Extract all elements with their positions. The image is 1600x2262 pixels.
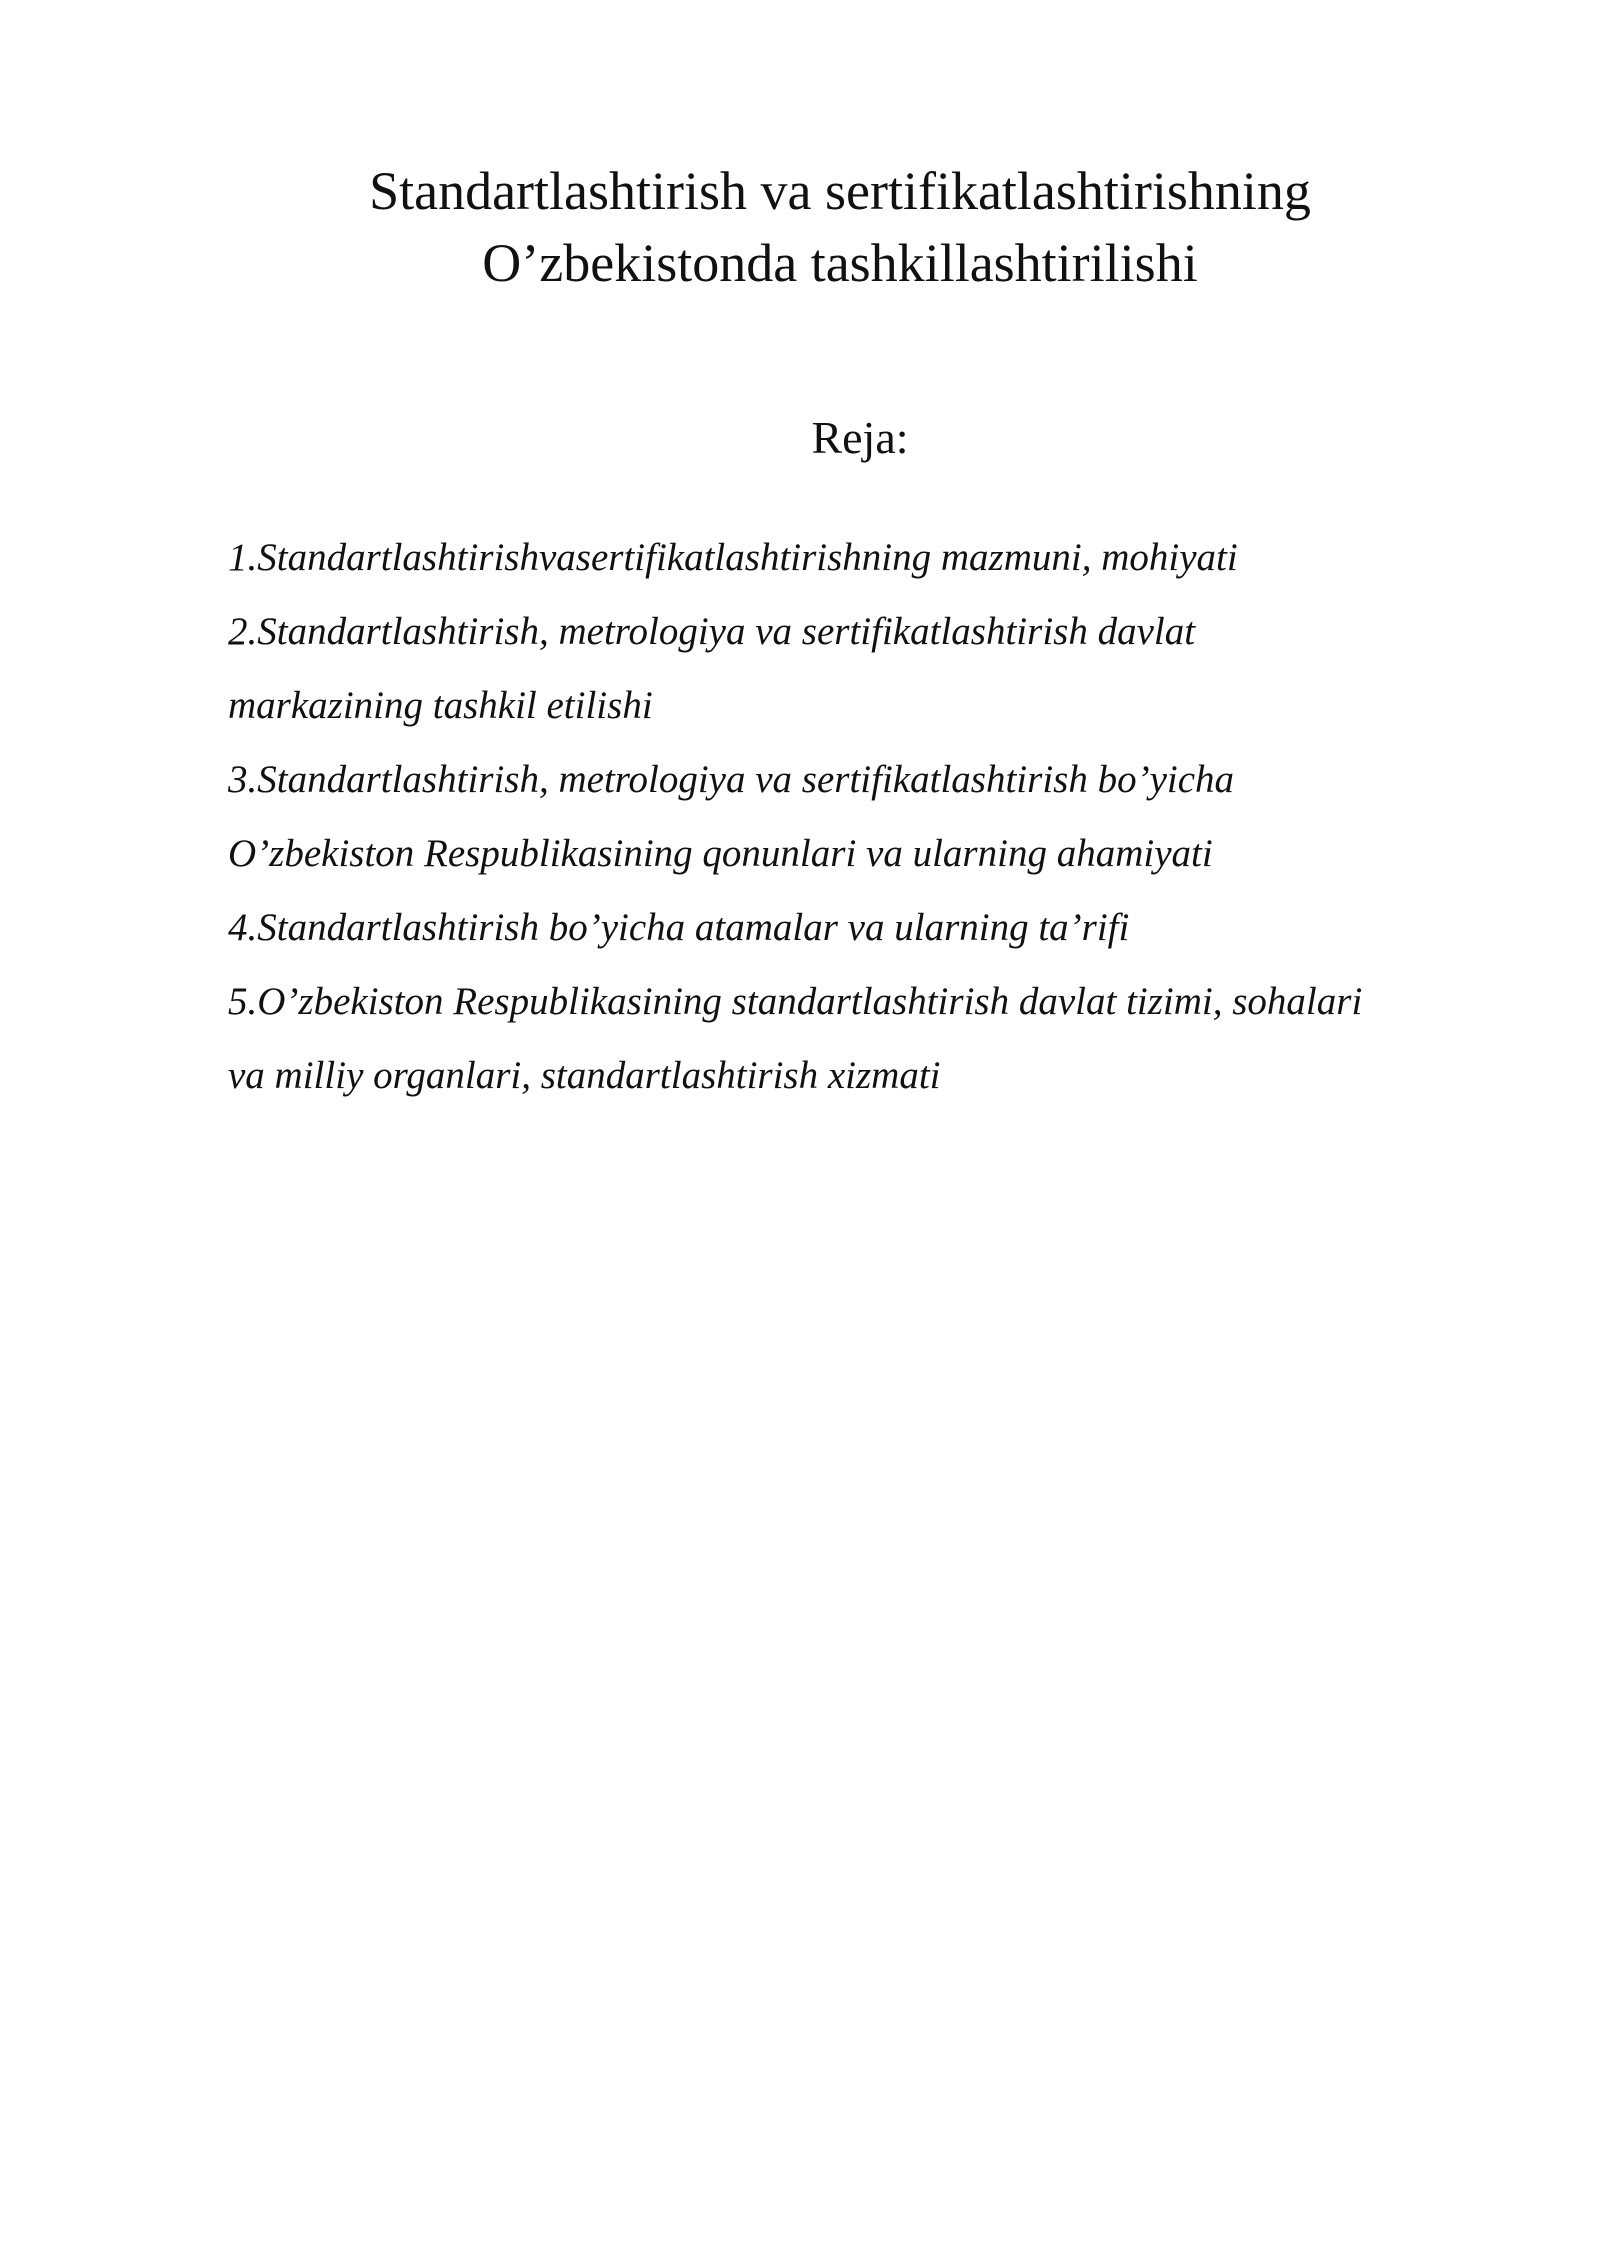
plan-item-3	[228, 743, 1528, 891]
plan-item-2-line-1: 2.Standartlashtirish, metrologiya va sertifikatlashtirish davlat	[228, 610, 1196, 653]
plan-item-3-line-1: 3.Standartlashtirish, metrologiya va sertifikatlashtirish bo’yicha	[228, 758, 1235, 801]
title-line-2: O’zbekistonda tashkillashtirilishi	[482, 233, 1198, 293]
plan-heading: Reja:	[811, 412, 909, 463]
plan-item-3-line-2: O’zbekiston Respublikasining qonunlari va ularning ahamiyati	[228, 832, 1213, 875]
plan-item-5-line-1: 5.O’zbekiston Respublikasining standartlashtirish davlat tizimi, sohalari	[228, 980, 1363, 1023]
title-line-1: Standartlashtirish va sertifikatlashtirishning	[369, 161, 1311, 221]
plan-item-5-line-2: va milliy organlari, standartlashtirish xizmati	[228, 1054, 941, 1097]
plan-item-4-line-1: 4.Standartlashtirish bo’yicha atamalar va ularning ta’rifi	[228, 906, 1130, 949]
plan-item-4	[228, 891, 1528, 965]
plan-item-2	[228, 595, 1528, 743]
plan-item-2-line-2: markazining tashkil etilishi	[228, 684, 653, 727]
document-title	[300, 155, 1380, 299]
plan-list	[228, 521, 1528, 1113]
plan-item-5	[228, 965, 1528, 1113]
plan-item-1-line-1: 1.Standartlashtirishvasertifikatlashtirishning mazmuni, mohiyati	[228, 536, 1238, 579]
plan-item-1	[228, 521, 1528, 595]
